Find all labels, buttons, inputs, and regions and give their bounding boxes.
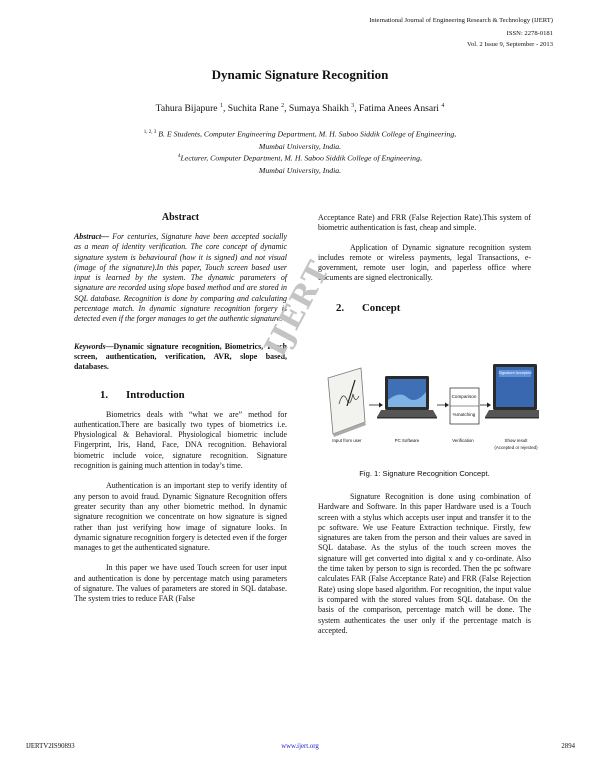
continued-paragraph: Acceptance Rate) and FRR (False Rejection Rate).This system of biometric authentication is fast, cheap and simple. <box>318 213 531 233</box>
touch-tablet-icon <box>328 368 366 437</box>
concept-heading <box>318 302 531 314</box>
application-paragraph: Application of Dynamic signature recognition system includes remote or wireless payments, legal Transactions, e-government, remote user login, and paperless office where documents are signed electronically. <box>318 242 531 283</box>
volume-issue: Vol. 2 Issue 9, September - 2013 <box>467 41 553 48</box>
affiliation-1 <box>60 127 540 153</box>
affiliation-2 <box>60 151 540 177</box>
right-column <box>318 213 531 314</box>
intro-heading <box>74 389 287 401</box>
figure-label-show: Show result <box>504 438 528 443</box>
section-title: Concept <box>362 301 401 314</box>
abstract-text: For centuries, Signature have been accepted socially as a mean of identity verification. The core concept of dynamic signature system is behavioural (how it is signed) and not visual (image of the signature).In this paper, Touch screen based user input is learned by the system. The dynamic parameters of signature are recorded using slope based method and are stored in SQL database. Recognition is done by comparing and calculating percentage match. In dynamic signature recognition forgery is detected even if the forger manages to get the authentic signature. <box>74 232 287 324</box>
author-name: Suchita Rane <box>227 103 279 115</box>
affiliation-sup: 1, 2, 3 <box>143 130 157 135</box>
affiliation-line: B. E Students, Computer Engineering Department, M. H. Saboo Siddik College of Engineering, <box>158 129 457 139</box>
footer-paper-id: IJERTV2IS90893 <box>26 743 75 750</box>
author-name: Tahura Bijapure <box>155 103 218 115</box>
figure-label-show-sub: (Accepted or rejected) <box>494 445 538 450</box>
abstract-body <box>74 232 287 325</box>
figure-box-line2: %matching <box>452 412 476 417</box>
author-sup: 3 <box>351 103 355 109</box>
keywords-lead: Keywords <box>74 341 106 351</box>
intro-paragraph-1: Biometrics deals with “what we are” method for authentication.There are basically two types of biometrics i.e. Physiological & Behavioral. Physiological biometric include Fingerprint, Iris, Hand, Face, DNA recognition. Behavioral biometric include voice, signature recognition. Signature recognition is gaining much attention in today’s time. <box>74 409 287 471</box>
figure-box-line1: Comparison <box>451 394 477 399</box>
affiliation-sup: 4 <box>178 154 181 159</box>
abstract-heading: Abstract <box>161 212 200 223</box>
figure-label-pc: PC Software <box>394 438 420 443</box>
paper-title: Dynamic Signature Recognition <box>211 67 389 82</box>
footer-page-number: 2894 <box>561 743 575 750</box>
figure-label-input: Input from user <box>332 438 362 443</box>
figure-1 <box>325 360 539 460</box>
figure-caption: Fig. 1: Signature Recognition Concept. <box>359 469 490 478</box>
intro-paragraph-2: Authentication is an important step to verify identity of any person to avoid fraud. Dynamic Signature Recognition offers greater security than any other biometric method. In dynamic signature recognition we concentrate on how signature is signed rather than just verifying how image of signature looks. In dynamic signature recognition forgery is detected even if the forger manages to get the authenticated signature. <box>74 481 287 553</box>
section-number: 2. <box>336 301 345 314</box>
left-column <box>74 212 287 605</box>
figure-screen-text: Signature Accepted <box>498 371 532 375</box>
author-name: Fatima Anees Ansari <box>359 103 439 115</box>
abstract-lead: Abstract— <box>74 232 110 241</box>
author-sup: 1 <box>219 103 223 109</box>
affiliation-line: Mumbai University, India. <box>258 141 342 151</box>
intro-paragraph-3: In this paper we have used Touch screen for user input and authentication is done by percentage match using parameters of signature. The values of parameters are stored in SQL database. The system tries to reduce FAR (False <box>74 563 287 604</box>
author-name: Sumaya Shaikh <box>288 103 349 115</box>
section-title: Introduction <box>126 388 185 401</box>
section-number: 1. <box>100 388 109 401</box>
concept-paragraph: Signature Recognition is done using combination of Hardware and Software. In this paper Hardware used is a Touch screen with a stylus which accepts user input and transfer it to the pc software. We use Feature Extraction technique. Firstly, few signatures are taken from the person and their values are saved in SQL database. As the stylus of the touch screen moves the signature will get converted into digital x and y co-ordinate. Also the time taken by person to sign is recorded. Then the pc software calculates FAR (False Acceptance Rate) and FRR (False Rejection Rate) using slope based algorithm. For recognition, the input value is compared with the stored values from SQL database. On the basis of the comparison, percentage match will be done. The system authenticates the user only if the percentage match is accepted. <box>318 492 531 635</box>
ijert-watermark: IJERT <box>258 255 338 363</box>
affiliation-line: Mumbai University, India. <box>258 165 342 175</box>
keywords-text: —Dynamic signature recognition, Biometrics, Touch screen, authentication, verification, AVR, slope based, databases. <box>74 341 287 372</box>
author-sup: 2 <box>281 103 285 109</box>
journal-name: International Journal of Engineering Research & Technology (IJERT) <box>369 17 553 24</box>
laptop-icon <box>377 376 437 419</box>
issn: ISSN: 2278-0181 <box>506 30 553 37</box>
concept-text-block <box>318 492 531 636</box>
affiliation-line: Lecturer, Computer Department, M. H. Saboo Siddik College of Engineering, <box>180 153 422 163</box>
footer-website-link[interactable]: www.ijert.org <box>281 743 319 750</box>
author-sup: 4 <box>441 103 445 109</box>
keywords <box>74 342 287 373</box>
figure-label-verification: Verification <box>452 438 474 443</box>
author-list: Tahura Bijapure $^1$, Suchita Rane $^2$, Sumaya Shaikh $^3$, Fatima Anees Ansari $^4$ <box>155 103 445 115</box>
